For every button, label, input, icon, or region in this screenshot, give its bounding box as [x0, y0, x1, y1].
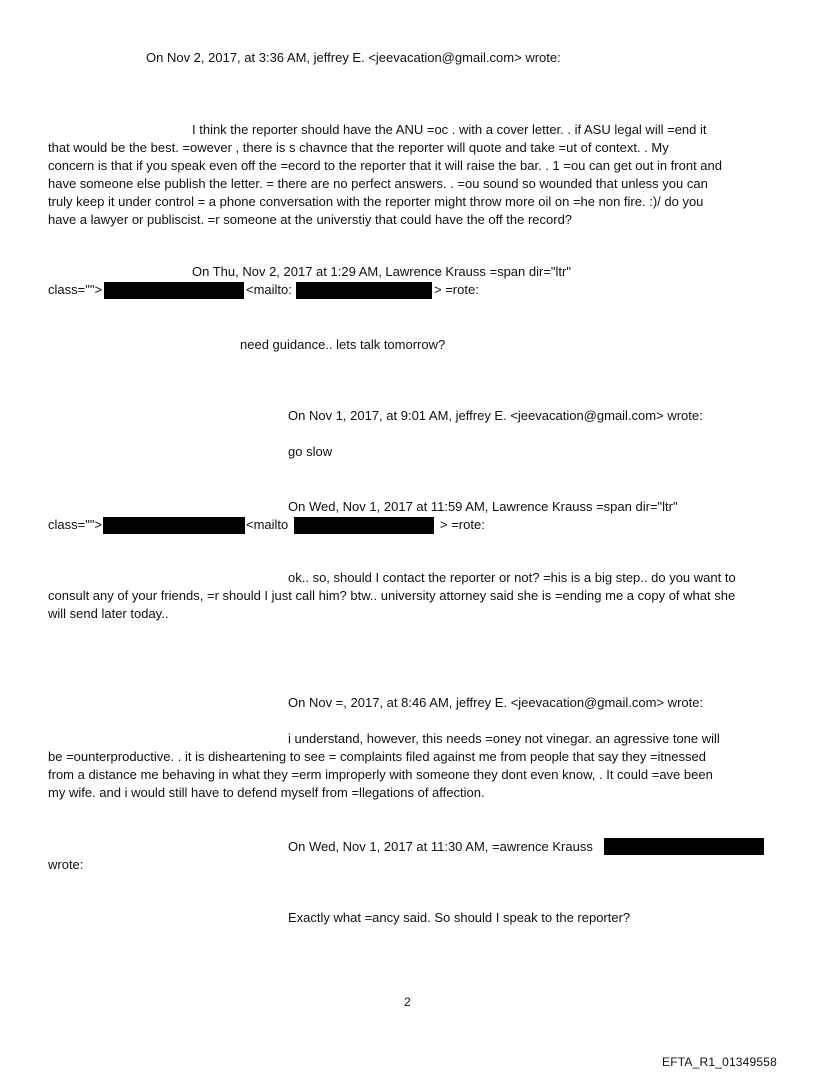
message-line: have someone else publish the letter. = there are no perfect answers. . =ou sound so wounded that unless you can [48, 176, 708, 191]
message-line: need guidance.. lets talk tomorrow? [240, 337, 446, 352]
redaction-box [104, 282, 244, 299]
page-number: 2 [404, 995, 411, 1009]
document-id: EFTA_R1_01349558 [662, 1055, 778, 1069]
message-line: that would be the best. =owever , there is s chavnce that the reporter will quote and take =ut of context. . My [48, 140, 669, 155]
mailto-text: <mailto: [246, 282, 292, 297]
email-header-line: On Wed, Nov 1, 2017 at 11:59 AM, Lawrence Krauss =span dir="ltr" [288, 499, 678, 514]
message-line: have a lawyer or publiscist. =r someone at the universtiy that could have the off the record? [48, 212, 573, 227]
message-line: from a distance me behaving in what they =erm improperly with someone they dont even know, . It could =ave been [48, 767, 713, 782]
mailto-text: <mailto [246, 517, 289, 532]
message-line: be =ounterproductive. . it is disheartening to see = complaints filed against me from people that say they =itnessed [48, 749, 706, 764]
email-header-line: > =rote: [434, 282, 479, 297]
email-header-line: On Wed, Nov 1, 2017 at 11:30 AM, =awrence Krauss [288, 839, 593, 854]
message-line: consult any of your friends, =r should I just call him? btw.. university attorney said she is =ending me a copy of what she [48, 588, 736, 603]
redaction-box [296, 282, 432, 299]
message-line: truly keep it under control = a phone conversation with the reporter might throw more oil on =he non fire. :)/ do you [48, 194, 704, 209]
message-line: will send later today.. [48, 606, 169, 621]
email-header-line: wrote: [48, 857, 84, 872]
redaction-box [604, 838, 764, 855]
message-line: go slow [288, 444, 333, 459]
email-header-line: > =rote: [440, 517, 485, 532]
redaction-box [103, 517, 245, 534]
message-line: I think the reporter should have the ANU =oc . with a cover letter. . if ASU legal will =end it [192, 122, 707, 137]
email-header-line: On Nov =, 2017, at 8:46 AM, jeffrey E. <jeevacation@gmail.com> wrote: [288, 695, 704, 710]
email-header-line: On Nov 2, 2017, at 3:36 AM, jeffrey E. <jeevacation@gmail.com> wrote: [146, 50, 561, 65]
message-line: ok.. so, should I contact the reporter or not? =his is a big step.. do you want to [288, 570, 736, 585]
message-line: Exactly what =ancy said. So should I speak to the reporter? [288, 910, 631, 925]
email-header-line: On Nov 1, 2017, at 9:01 AM, jeffrey E. <jeevacation@gmail.com> wrote: [288, 408, 703, 423]
message-line: i understand, however, this needs =oney not vinegar. an agressive tone will [288, 731, 720, 746]
message-line: my wife. and i would still have to defend myself from =llegations of affection. [48, 785, 485, 800]
email-header-line: On Thu, Nov 2, 2017 at 1:29 AM, Lawrence Krauss =span dir="ltr" [192, 264, 571, 279]
redaction-box [294, 517, 434, 534]
message-line: concern is that if you speak even off the =ecord to the reporter that it will raise the bar. . 1 =ou can get out in front and [48, 158, 723, 173]
email-header-line: class=""> [48, 282, 103, 297]
email-header-line: class=""> [48, 517, 103, 532]
